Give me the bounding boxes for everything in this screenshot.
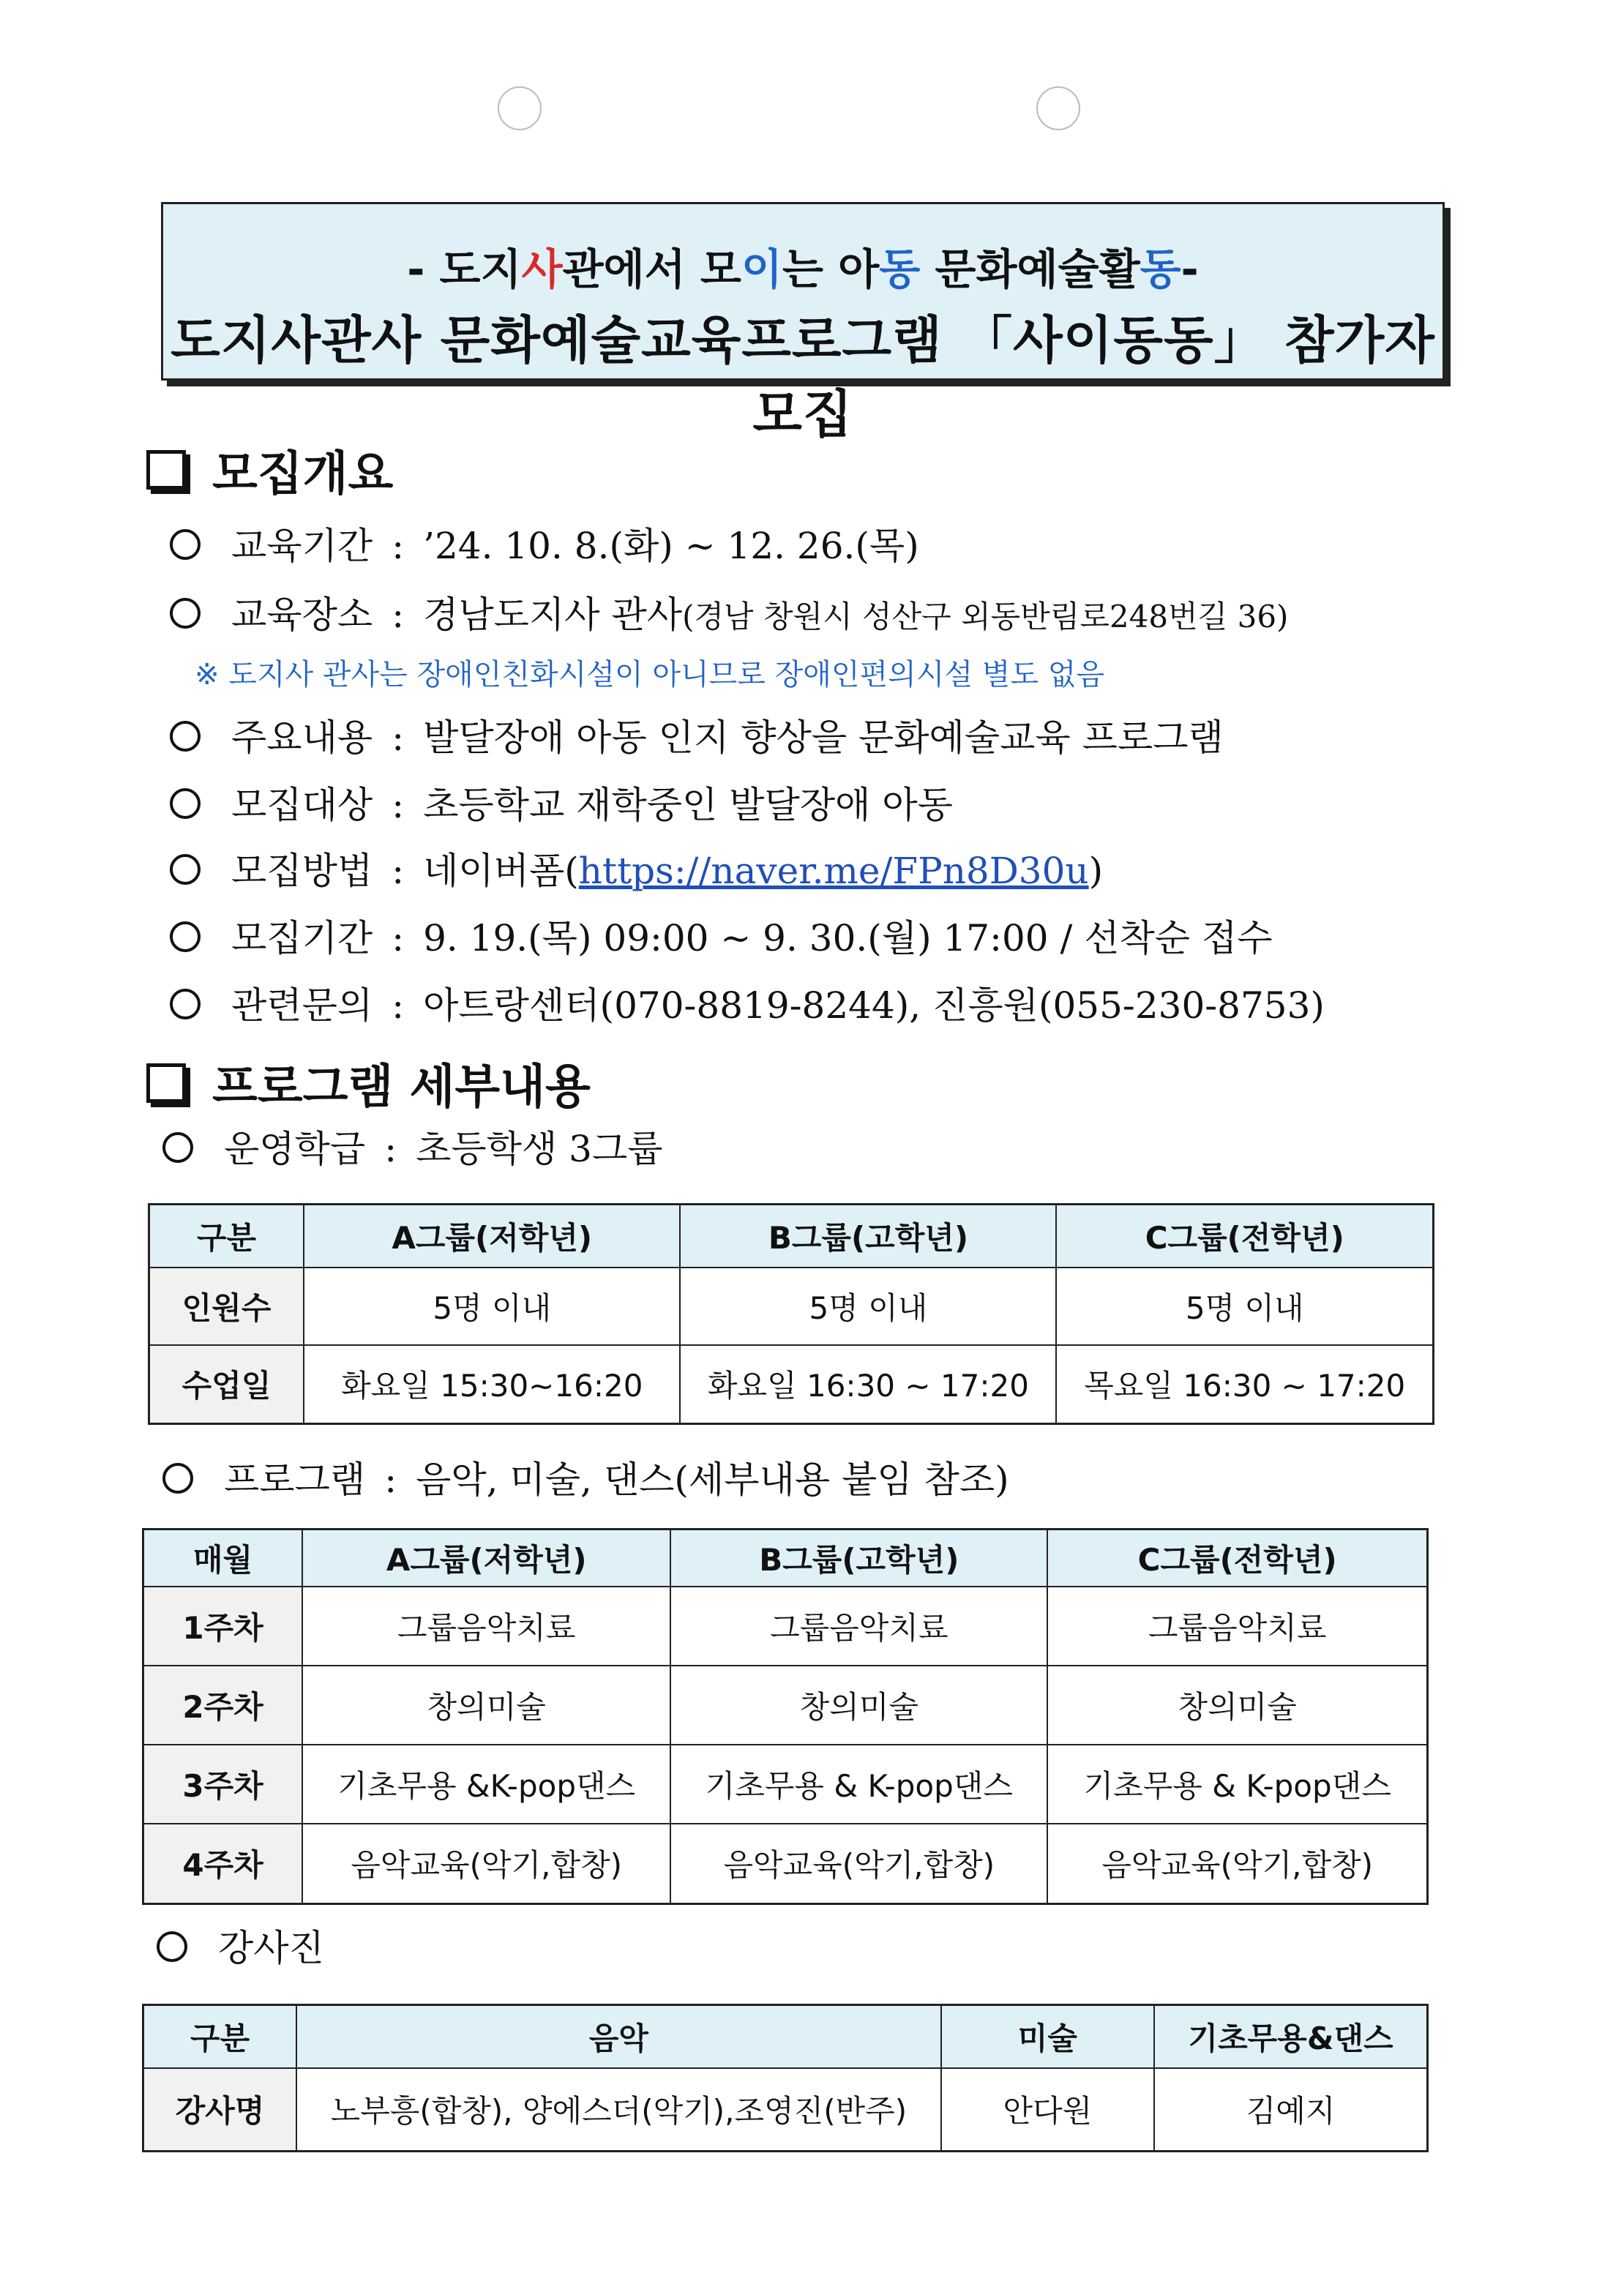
title-subtitle: - 도지사관에서 모이는 아동 문화예술활동- <box>407 244 1199 294</box>
accessibility-note: ※ 도지사 관사는 장애인친화시설이 아니므로 장애인편의시설 별도 없음 <box>195 658 1105 692</box>
info-period: 모집기간 : 9. 19.(목) 09:00 ~ 9. 30.(월) 17:00 / 선착순 접수 <box>170 909 1273 962</box>
checkbox-square-icon <box>146 450 186 490</box>
table-row: 수업일 화요일 15:30~16:20 화요일 16:30 ~ 17:20 목요일 16:30 ~ 17:20 <box>149 1345 1434 1424</box>
page-title: 도지사관사 문화예술교육프로그램 「사이동동」 참가자 모집 <box>171 310 1435 444</box>
info-target: 모집대상 : 초등학교 재학중인 발달장애 아동 <box>170 776 953 828</box>
circle-bullet-icon <box>162 1463 193 1494</box>
table-row: 인원수 5명 이내 5명 이내 5명 이내 <box>149 1268 1434 1345</box>
table-header-row: 구분 음악 미술 기초무용&댄스 <box>143 2005 1428 2068</box>
table-row: 2주차 창의미술 창의미술 창의미술 <box>143 1666 1428 1745</box>
table-row: 4주차 음악교육(악기,합창) 음악교육(악기,합창) 음악교육(악기,합창) <box>143 1824 1428 1904</box>
circle-bullet-icon <box>170 989 201 1019</box>
info-education-place: 교육장소 : 경남도지사 관사 (경남 창원시 성산구 외동반림로248번길 36) <box>170 585 1288 638</box>
circle-bullet-icon <box>157 1931 187 1962</box>
program-table <box>142 1528 1429 1905</box>
info-contact: 관련문의 : 아트랑센터(070-8819-8244), 진흥원(055-230-8753) <box>170 976 1325 1029</box>
circle-bullet-icon <box>170 788 201 819</box>
table-row: 3주차 기초무용 &K-pop댄스 기초무용 & K-pop댄스 기초무용 & K-pop댄스 <box>143 1745 1428 1824</box>
circle-bullet-icon <box>162 1132 193 1163</box>
circle-bullet-icon <box>170 529 201 560</box>
info-classes: 운영학급 : 초등학생 3그룹 <box>162 1120 663 1172</box>
punch-hole-right <box>1036 86 1080 130</box>
naver-form-link[interactable]: https://naver.me/FPn8D30u <box>578 850 1089 892</box>
info-education-period: 교육기간 : ’24. 10. 8.(화) ~ 12. 26.(목) <box>170 517 919 569</box>
info-program: 프로그램 : 음악, 미술, 댄스(세부내용 붙임 참조) <box>162 1450 1009 1503</box>
section-program-heading: 프로그램 세부내용 <box>146 1049 591 1117</box>
circle-bullet-icon <box>170 921 201 952</box>
punch-hole-left <box>498 86 542 130</box>
info-main-content: 주요내용 : 발달장애 아동 인지 향상을 문화예술교육 프로그램 <box>170 708 1224 761</box>
table-row: 강사명 노부흥(합창), 양에스더(악기),조영진(반주) 안다원 김예지 <box>143 2068 1428 2152</box>
info-method: 모집방법 : 네이버폼( https://naver.me/FPn8D30u ) <box>170 842 1103 894</box>
circle-bullet-icon <box>170 854 201 885</box>
checkbox-square-icon <box>146 1063 186 1103</box>
section-recruitment-heading: 모집개요 <box>146 436 393 503</box>
circle-bullet-icon <box>170 598 201 629</box>
instructor-table <box>142 2004 1429 2152</box>
title-box <box>161 202 1445 444</box>
schedule-table <box>148 1203 1434 1425</box>
table-header-row: 매월 A그룹(저학년) B그룹(고학년) C그룹(전학년) <box>143 1530 1428 1587</box>
table-header-row: 구분 A그룹(저학년) B그룹(고학년) C그룹(전학년) <box>149 1205 1434 1268</box>
info-instructors: 강사진 <box>157 1919 340 1972</box>
circle-bullet-icon <box>170 721 201 752</box>
table-row: 1주차 그룹음악치료 그룹음악치료 그룹음악치료 <box>143 1587 1428 1666</box>
